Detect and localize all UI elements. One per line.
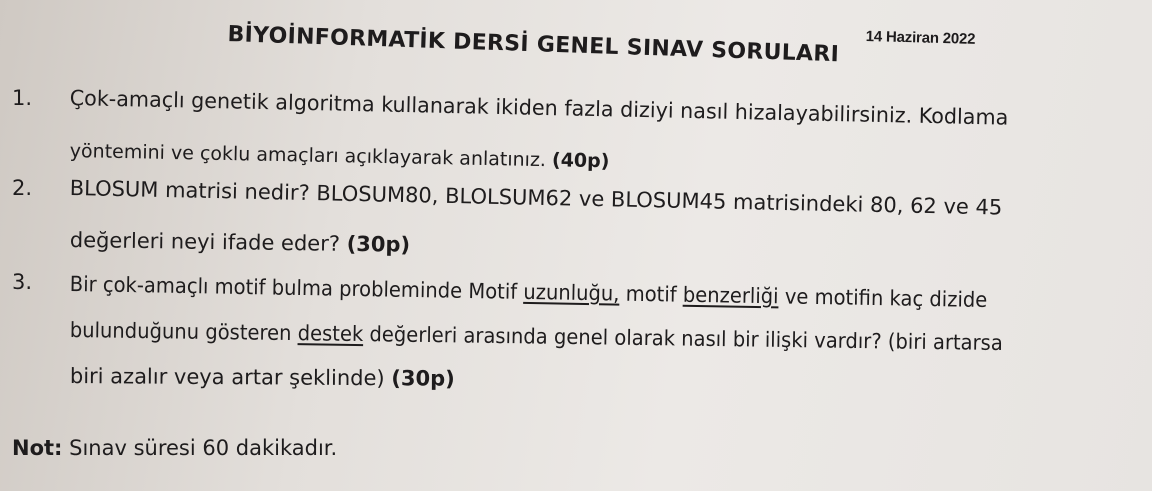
question-3-line-1 — [70, 272, 1057, 313]
question-1-number: 1. — [12, 86, 33, 110]
question-3-text-1b: motif — [619, 281, 684, 307]
question-3-line-3 — [70, 364, 455, 391]
question-2-number: 2. — [12, 176, 33, 200]
question-3-text-1c: ve motifin kaç dizide — [778, 284, 988, 313]
question-3-text-2b: değerleri arasında genel olarak nasıl bir ilişki vardır? (biri artarsa — [363, 322, 1003, 356]
exam-date: 14 Haziran 2022 — [865, 28, 976, 48]
question-1-text-2: yöntemini ve çoklu amaçları açıklayarak anlatınız. — [69, 140, 547, 172]
exam-title: BİYOİNFORMATİK DERSİ GENEL SINAV SORULARI — [227, 22, 840, 68]
underlined-benzerligi: benzerliği — [682, 282, 779, 309]
question-2-text-2: değerleri neyi ifade eder? — [69, 228, 341, 256]
exam-note — [12, 436, 337, 460]
question-1-text-1: Çok-amaçlı genetik algoritma kullanarak ikiden fazla diziyi nasıl hizalayabilirsiniz. Kodlama — [69, 86, 1009, 130]
note-label: Not: — [12, 436, 63, 460]
question-2-text-1: BLOSUM matrisi nedir? BLOSUM80, BLOLSUM62 ve BLOSUM45 matrisindeki 80, 62 ve 45 — [69, 176, 1003, 220]
question-1-line-1 — [69, 86, 1022, 130]
underlined-destek: destek — [297, 321, 364, 347]
note-text: Sınav süresi 60 dakikadır. — [62, 436, 338, 460]
question-3-line-2 — [70, 318, 1073, 356]
question-3-points: (30p) — [391, 366, 455, 391]
question-3-number: 3. — [12, 270, 33, 294]
question-3-text-2 — [70, 318, 1003, 355]
question-3-text-1a: Bir çok-amaçlı motif bulma probleminde Motif — [69, 272, 524, 304]
question-2-line-1 — [69, 176, 1002, 220]
question-2-line-2 — [70, 228, 411, 257]
question-3-text-1 — [70, 272, 988, 312]
question-3-text-2a: bulunduğunu gösteren — [69, 318, 298, 346]
underlined-uzunlugu: uzunluğu, — [523, 279, 620, 306]
question-1-points: (40p) — [551, 149, 610, 173]
question-1-line-2 — [70, 140, 610, 172]
question-3-text-3: biri azalır veya artar şeklinde) — [69, 364, 385, 391]
question-2-points: (30p) — [346, 231, 411, 257]
